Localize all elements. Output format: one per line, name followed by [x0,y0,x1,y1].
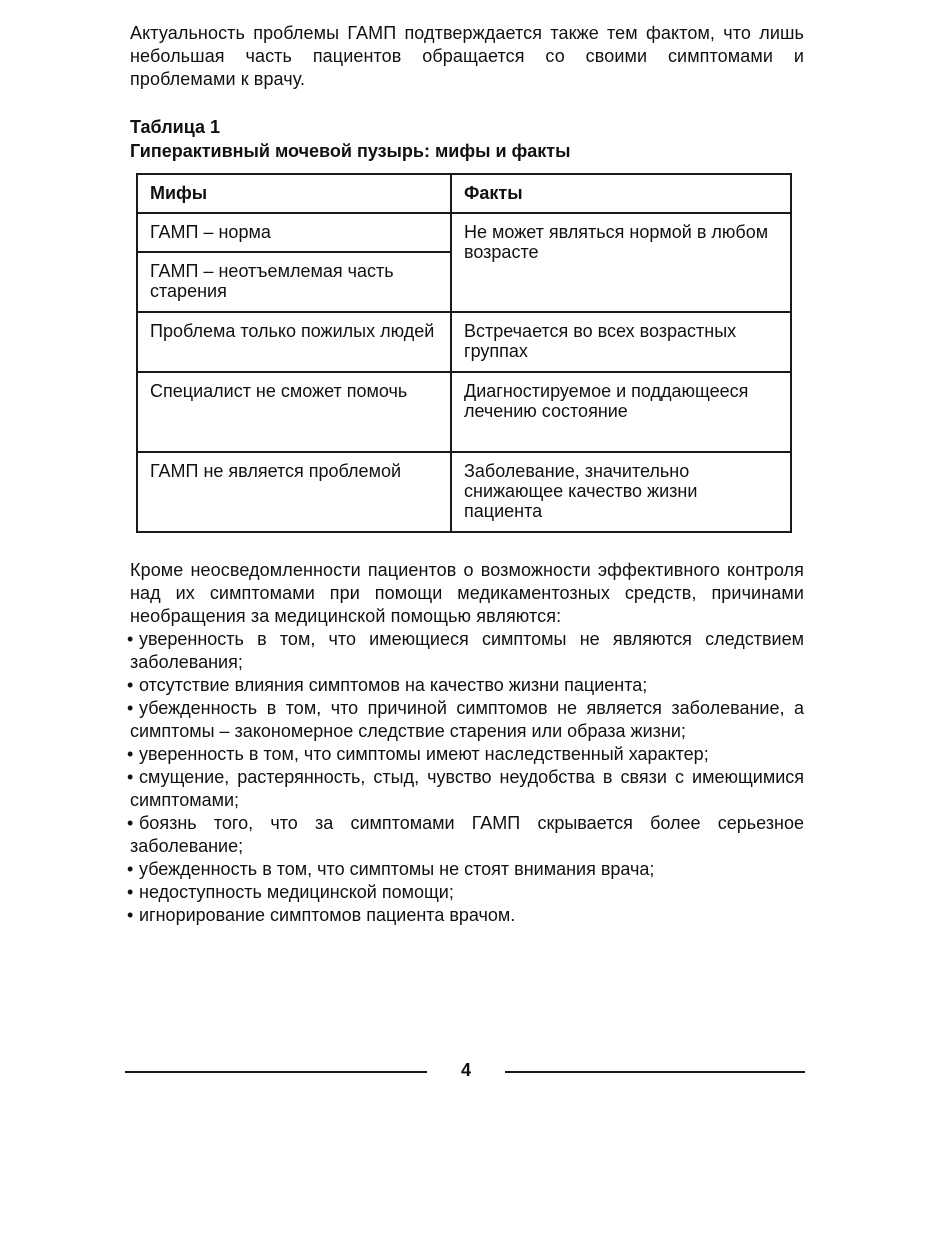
myth-cell: ГАМП – неотъемлемая часть старения [137,252,451,312]
footer-rule-left [125,1071,427,1073]
bullet-icon: • [127,905,134,925]
list-item: • игнорирование симптомов пациента врачом. [127,905,516,925]
bullet-icon: • [127,882,134,902]
list-item: • отсутствие влияния симптомов на качество жизни пациента; [127,675,648,695]
fact-cell: Диагностируемое и поддающееся лечению состояние [451,372,791,452]
list-item: • недоступность медицинской помощи; [127,882,454,902]
list-item: • боязнь того, что за симптомами ГАМП скрывается более серьезное заболевание; [127,813,804,856]
reasons-intro-paragraph: Кроме неосведомленности пациентов о возможности эффективного контроля над их симптомами при помощи медикаментозных средств, причинами необращения за медицинской помощью являются: [130,560,804,626]
list-item: • смущение, растерянность, стыд, чувство неудобства в связи с имеющимися симптомами; [127,767,804,810]
table-title: Гиперактивный мочевой пузырь: мифы и факты [130,141,571,161]
header-facts: Факты [451,174,791,213]
fact-cell: Заболевание, значительно снижающее качество жизни пациента [451,452,791,532]
page-body [127,22,804,927]
footer-rule-right [505,1071,805,1073]
bullet-icon: • [127,859,134,879]
table-row [137,213,791,252]
intro-paragraph: Актуальность проблемы ГАМП подтверждается также тем фактом, что лишь небольшая часть пациентов обращается со своими симптомами и проблемами к врачу. [130,23,804,89]
list-item: • убежденность в том, что симптомы не стоят внимания врача; [127,859,655,879]
myth-cell: Проблема только пожилых людей [137,312,451,372]
list-item: • убежденность в том, что причиной симптомов не является заболевание, а симптомы – закономерное следствие старения или образа жизни; [127,698,804,741]
bullet-icon: • [127,767,134,787]
myth-cell: ГАМП не является проблемой [137,452,451,532]
table-caption [130,115,804,163]
list-item: • уверенность в том, что имеющиеся симптомы не являются следствием заболевания; [127,629,804,672]
page-number: 4 [460,1060,471,1080]
header-myths: Мифы [137,174,451,213]
bullet-icon: • [127,698,134,718]
bullet-icon: • [127,813,134,833]
table-row [137,312,791,372]
table-label: Таблица 1 [130,117,221,137]
bullet-icon: • [127,629,134,649]
myths-facts-table [136,173,792,533]
myth-cell: Специалист не сможет помочь [137,372,451,452]
bullet-icon: • [127,744,134,764]
table-row [137,372,791,452]
page-footer [125,1058,805,1084]
bullet-icon: • [127,675,134,695]
fact-cell: Не может являться нормой в любом возрасте [451,213,791,312]
table-header-row [137,174,791,213]
myth-cell: ГАМП – норма [137,213,451,252]
reasons-list [127,628,804,927]
fact-cell: Встречается во всех возрастных группах [451,312,791,372]
list-item: • уверенность в том, что симптомы имеют наследственный характер; [127,744,709,764]
table-row [137,452,791,532]
